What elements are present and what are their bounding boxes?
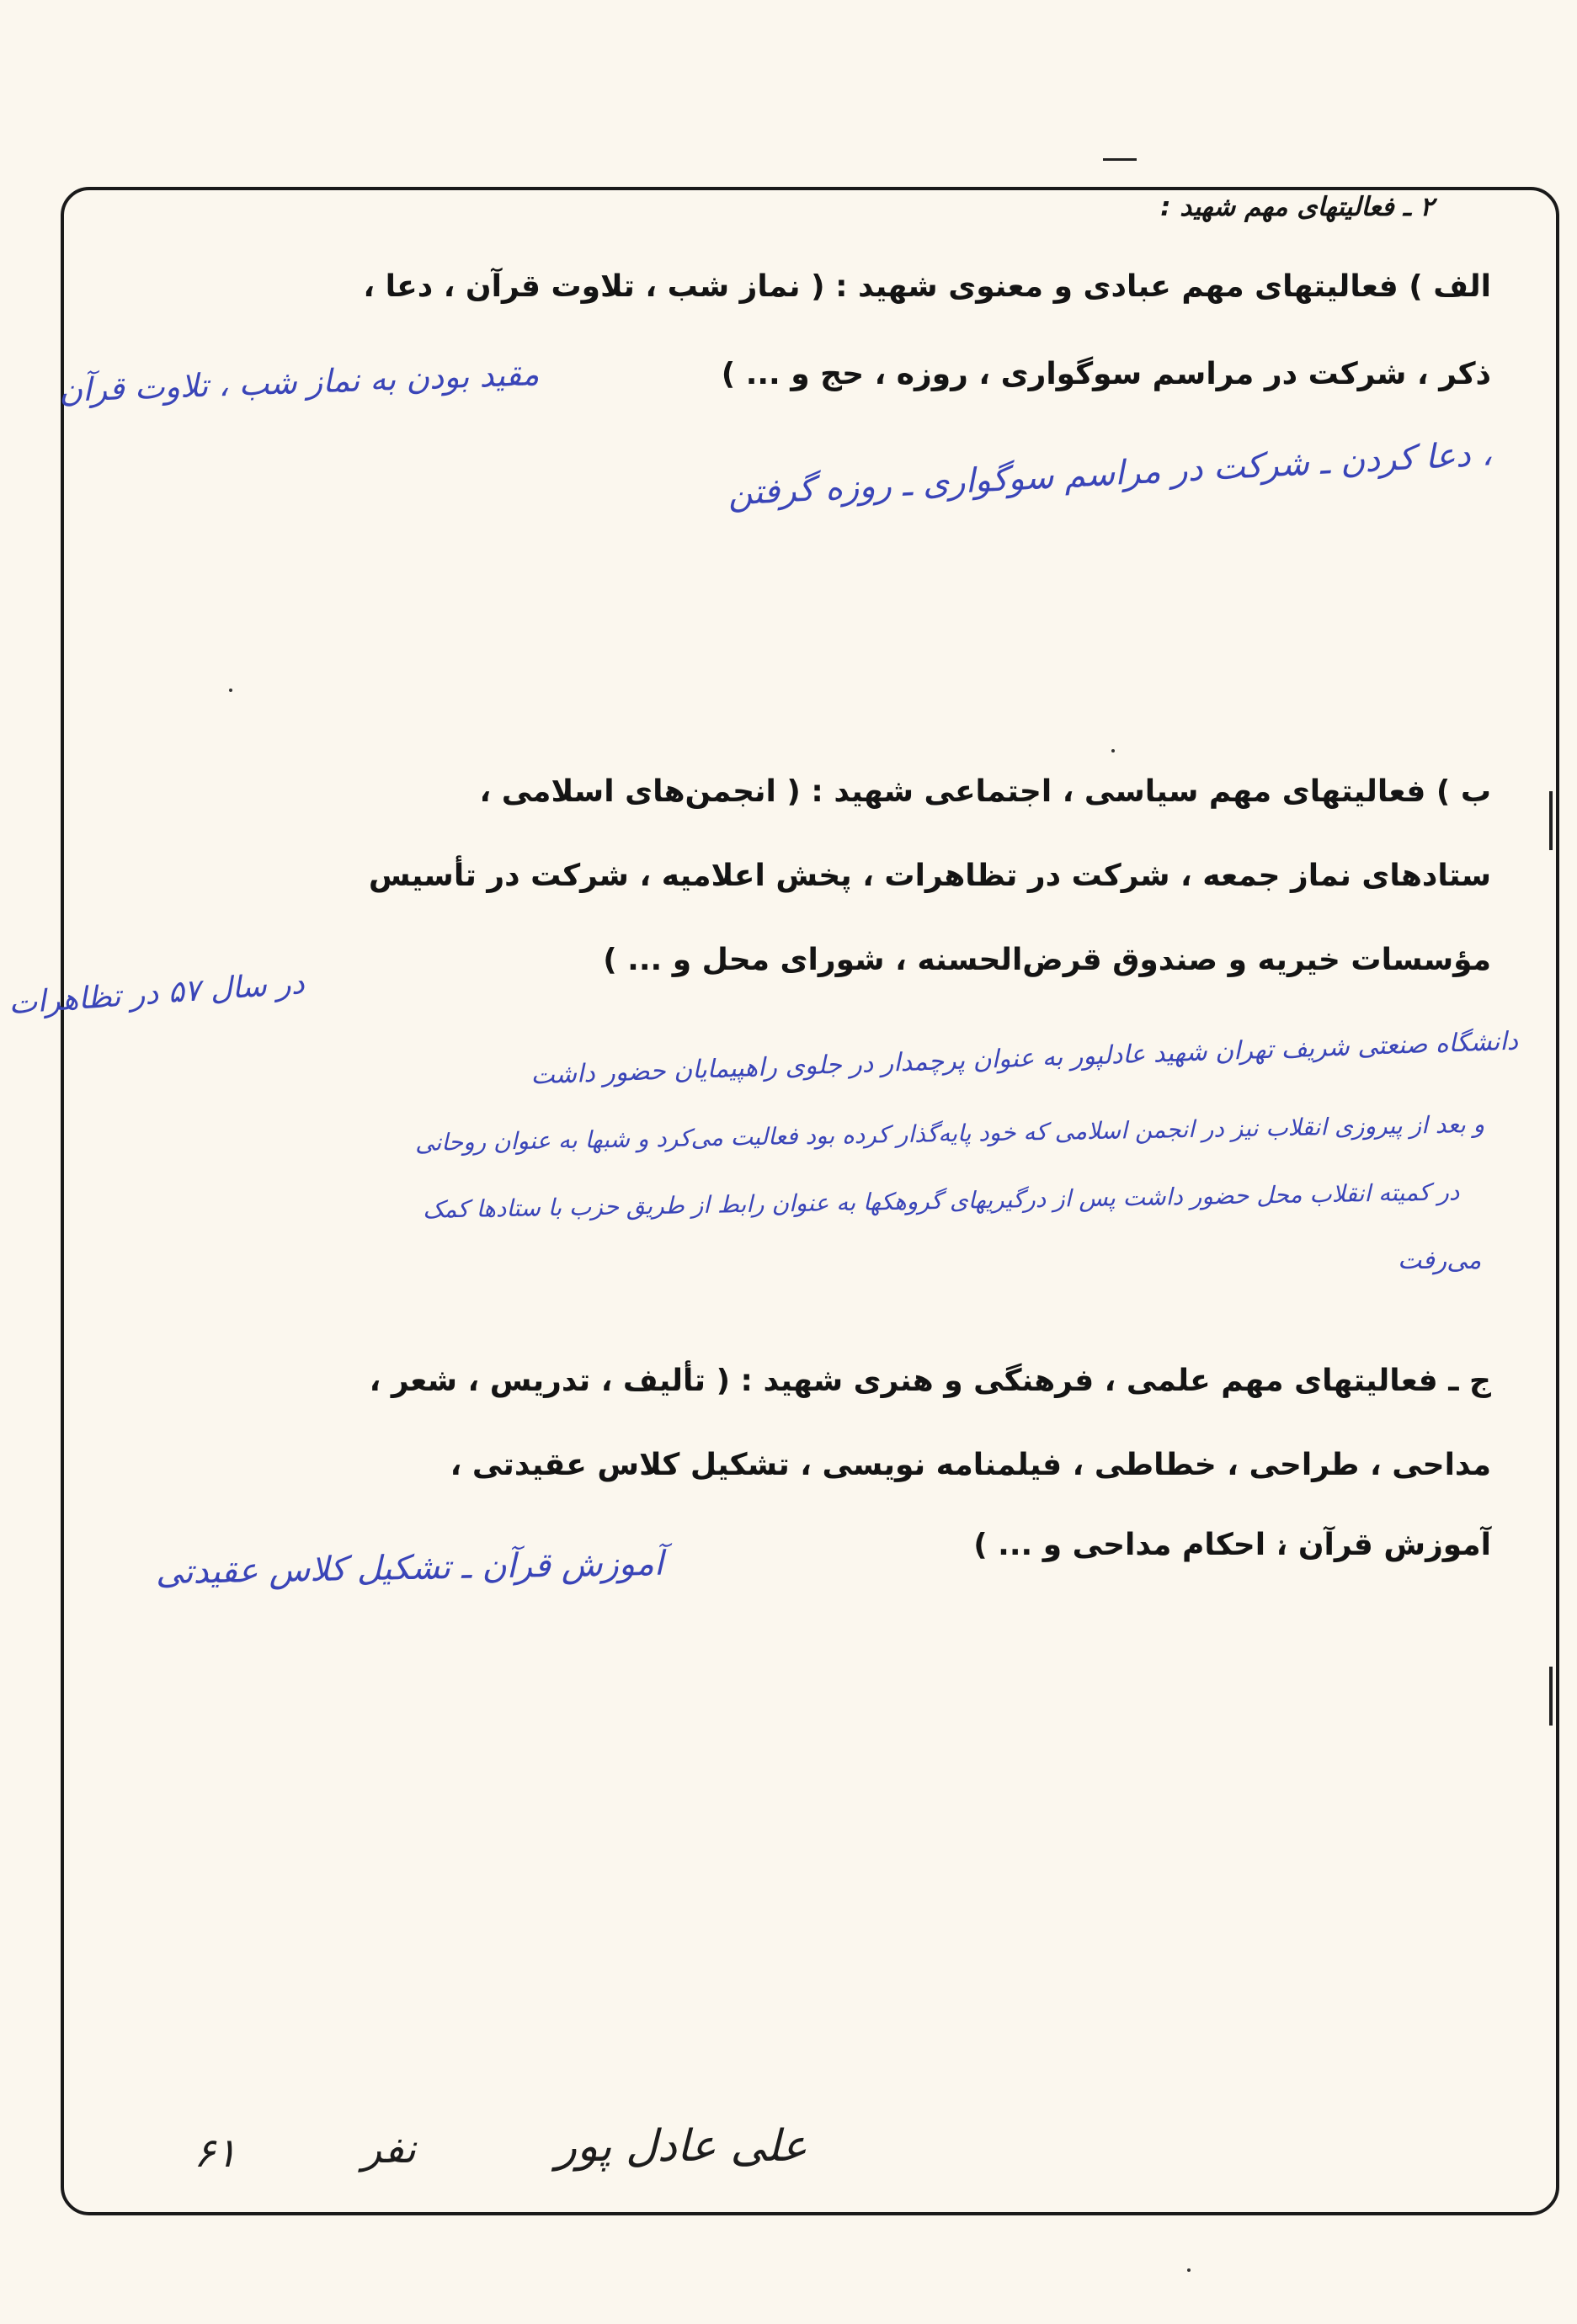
speck-4 [1187,2268,1191,2272]
be-handwritten-line-2: دانشگاه صنعتی شریف تهران شهید عادلپور به عنوان پرچمدار در جلوی راهپیمایان حضور داشت [530,1026,1519,1091]
jim-printed-line-1: ج ـ فعالیتهای مهم علمی ، فرهنگی و هنری شهید : ( تألیف ، تدریس ، شعر ، [369,1364,1491,1398]
edge-mark-2 [1549,1667,1553,1726]
footer-label: نفر [362,2125,417,2172]
be-handwritten-line-3: و بعد از پیروزی انقلاب نیز در انجمن اسلامی که خود پایه‌گذار کرده بود فعالیت می‌کرد و شبها به عنوان روحانی [414,1109,1485,1157]
be-handwritten-line-4: در کمیته انقلاب محل حضور داشت پس از درگیریهای گروهکها به عنوان رابط از طریق حزب با ستادها کمک [422,1178,1460,1224]
alef-printed-line-2: ذکر ، شرکت در مراسم سوگواری ، روزه ، حج و ... ) [721,357,1491,391]
be-printed-line-1: ب ) فعالیتهای مهم سیاسی ، اجتماعی شهید : ( انجمن‌های اسلامی ، [479,774,1491,809]
footer-name: علی عادل پور [556,2121,807,2172]
alef-handwritten-line-1: مقید بودن به نماز شب ، تلاوت قرآن [58,355,540,409]
jim-printed-line-2: مداحی ، طراحی ، خطاطی ، فیلمنامه نویسی ، تشکیل کلاس عقیدتی ، [450,1448,1491,1482]
alef-printed-line-1: الف ) فعالیتهای مهم عبادی و معنوی شهید : ( نماز شب ، تلاوت قرآن ، دعا ، [363,269,1491,304]
be-handwritten-line-1: در سال ۵۷ در تظاهرات [7,965,306,1022]
speck-2 [1111,749,1115,753]
edge-mark [1549,791,1553,850]
alef-handwritten-line-2: ، دعا کردن ـ شرکت در مراسم سوگواری ـ روزه گرفتن [727,434,1494,513]
jim-handwritten-line-1: آموزش قرآن ـ تشکیل کلاس عقیدتی [155,1544,664,1593]
top-mark [1103,158,1137,161]
section-heading: ۲ ـ فعالیتهای مهم شهید : [1160,192,1434,222]
jim-printed-line-3: آموزش قرآن ، احکام مداحی و ... ) [973,1528,1491,1562]
be-printed-line-3: مؤسسات خیریه و صندوق قرض‌الحسنه ، شورای محل و ... ) [603,943,1491,977]
speck-1 [229,689,232,692]
be-printed-line-2: ستادهای نماز جمعه ، شرکت در تظاهرات ، پخش اعلامیه ، شرکت در تأسیس [368,859,1491,893]
footer-number: ۶۱ [194,2130,237,2177]
be-handwritten-line-5: می‌رفت [1398,1246,1482,1275]
